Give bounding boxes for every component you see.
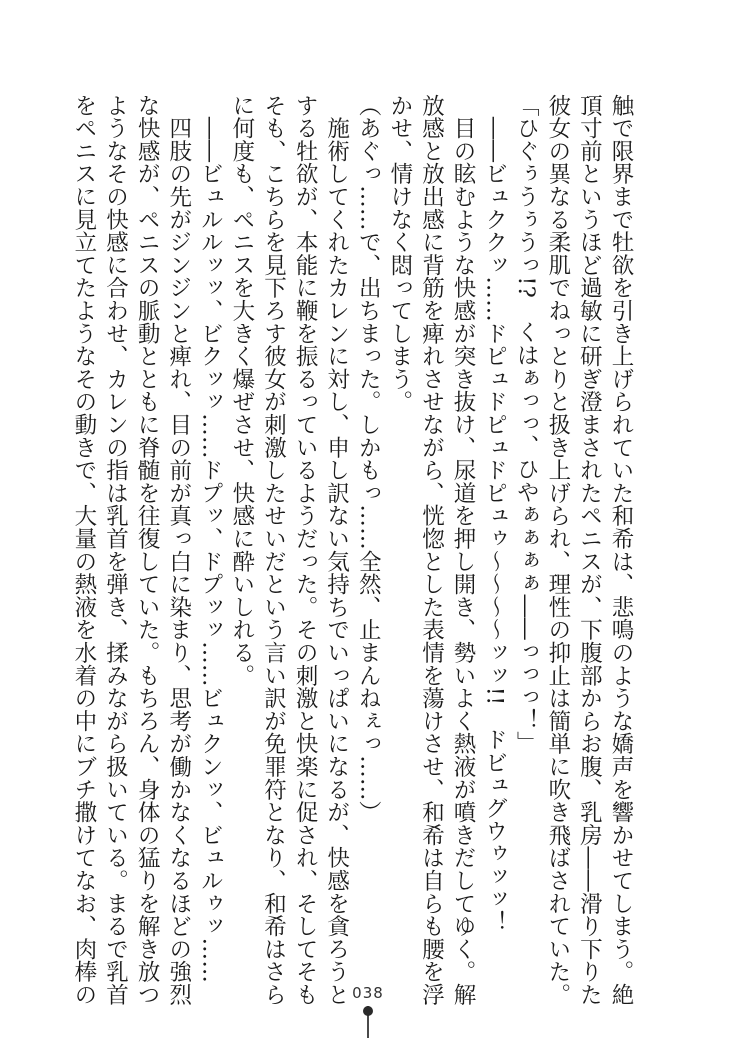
text-line: （あぐっ……で、出ちまった。しかもっ……全然、止まんねぇっ……） [355, 94, 382, 824]
text-line: かせ、情けなく悶ってしまう。 [386, 94, 413, 414]
text-line: 施術してくれたカレンに対し、申し訳ない気持ちでいっぱいになるが、快感を貪ろうと [323, 94, 350, 1006]
text-line: な快感が、ペニスの脈動とともに脊髄を往復していた。もちろん、身体の猛りを解き放つ [134, 94, 161, 1006]
text-line: 放感と放出感に背筋を痺れさせながら、恍惚とした表情を蕩けさせ、和希は自らも腰を浮 [418, 94, 445, 1006]
text-line: する牡欲が、本能に鞭を振るっているようだった。その刺激と快楽に促され、そしてそも [292, 94, 319, 1006]
text-line: 触で限界まで牡欲を引き上げられていた和希は、悲鳴のような嬌声を響かせてしまう。絶 [608, 94, 634, 1006]
page-number: 038 [352, 984, 384, 1002]
text-line: ようなその快感に合わせ、カレンの指は乳首を弾き、揉みながら扱いている。まるで乳首 [102, 94, 129, 1006]
text-line: 彼女の異なる柔肌でねっとりと扱き上げられ、理性の抑止は簡単に吹き飛ばされていた。 [544, 94, 571, 1006]
text-line: をペニスに見立てたようなその動きで、大量の熱液を水着の中にブチ撒けてなお、肉棒の [70, 94, 97, 1006]
page-ornament [367, 1006, 369, 1038]
text-line: に何度も、ペニスを大きく爆ぜさせ、快感に酔いしれる。 [228, 94, 255, 687]
text-line: 四肢の先がジンジンと痺れ、目の前が真っ白に染まり、思考が働かなくなるほどの強烈 [165, 94, 192, 1006]
text-line: ――ビュルルッッ、ビクッッ……ドプッ、ドプッッ……ビュクンッ、ビュルゥッ…… [197, 94, 224, 984]
text-line: 目の眩むような快感が突き抜け、尿道を押し開き、勢いよく熱液が噴きだしてゆく。解 [450, 94, 477, 1006]
text-line: ――ビュククッ……ドピュドピュドピュゥ～～～～ッッ!! ドビュグウゥッッ！ [481, 94, 508, 934]
text-line: 「ひぐぅうぅうっ!? くはぁっっ、ひやぁぁぁぁ――っっっ！」 [513, 94, 540, 755]
text-line: そも、こちらを見下ろす彼女が刺激したせいだという言い訳が免罪符となり、和希はさら [260, 94, 287, 1006]
text-line: 頂寸前というほど過敏に研ぎ澄まされたペニスが、下腹部からお腹、乳房――滑り下りた [576, 94, 603, 1006]
